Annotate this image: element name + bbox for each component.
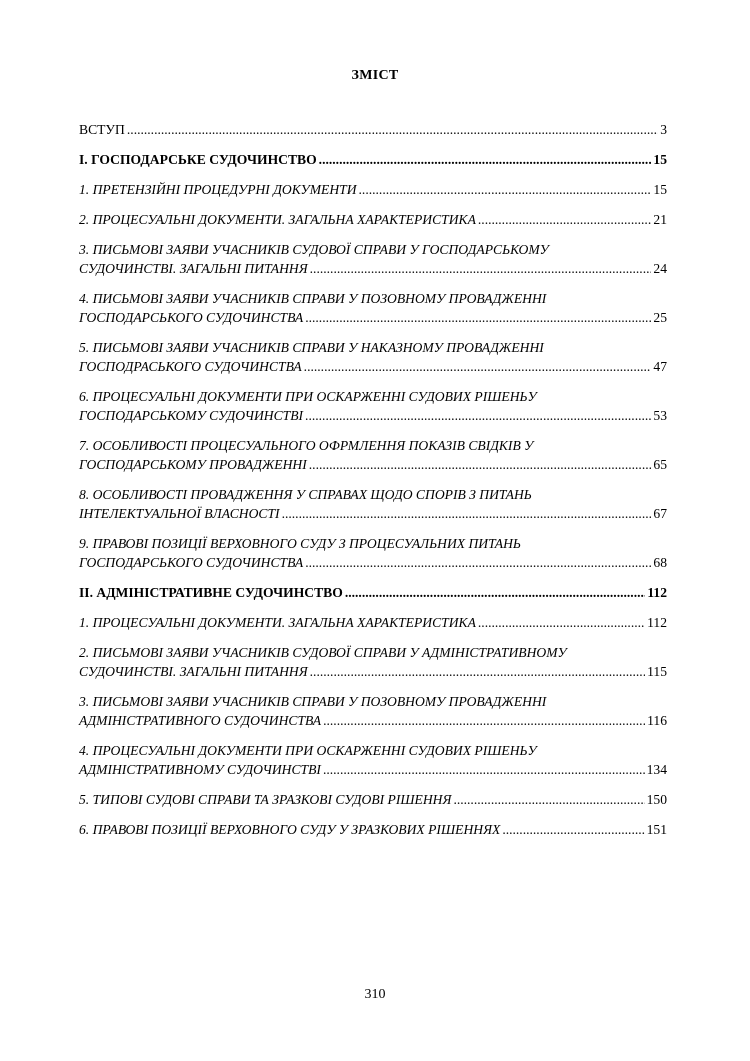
toc-entry-title-line: СУДОЧИНСТВІ. ЗАГАЛЬНІ ПИТАННЯ	[79, 261, 308, 276]
toc-entry-row	[79, 662, 667, 681]
dot-leader	[127, 120, 658, 139]
toc-entry-page: 68	[653, 555, 667, 570]
toc-entry-title-line: 6. ПРОЦЕСУАЛЬНІ ДОКУМЕНТИ ПРИ ОСКАРЖЕННІ СУДОВИХ РІШЕНЬУ	[79, 389, 537, 404]
dot-leader	[282, 504, 652, 523]
toc-entry-title-line: 9. ПРАВОВІ ПОЗИЦІЇ ВЕРХОВНОГО СУДУ З ПРОЦЕСУАЛЬНИХ ПИТАНЬ	[79, 536, 521, 551]
toc-entry-title-line: ВСТУП	[79, 122, 125, 137]
toc-entry-page: 151	[646, 822, 667, 837]
dot-leader	[345, 583, 646, 602]
toc-entry-page: 53	[653, 408, 667, 423]
toc-entry	[79, 150, 667, 169]
toc-entry-row	[79, 150, 667, 169]
dot-leader	[310, 259, 652, 278]
toc-entry	[79, 120, 667, 139]
dot-leader	[305, 308, 651, 327]
dot-leader	[502, 820, 644, 839]
toc-entry	[79, 387, 667, 425]
toc-entry-row	[79, 357, 667, 376]
toc-entry-page: 65	[653, 457, 667, 472]
toc-entry	[79, 289, 667, 327]
dot-leader	[453, 790, 644, 809]
toc-entry	[79, 436, 667, 474]
toc-entry-row	[79, 711, 667, 730]
toc-entry-title-line: 8. ОСОБЛИВОСТІ ПРОВАДЖЕННЯ У СПРАВАХ ЩОДО СПОРІВ З ПИТАНЬ	[79, 487, 532, 502]
dot-leader	[319, 150, 652, 169]
toc-entry	[79, 180, 667, 199]
dot-leader	[305, 406, 651, 425]
toc-entry	[79, 534, 667, 572]
toc-entry-title-line: 7. ОСОБЛИВОСТІ ПРОЦЕСУАЛЬНОГО ОФРМЛЕННЯ ПОКАЗІВ СВІДКІВ У	[79, 438, 534, 453]
toc-entry-title-line: ГОСПОДАРСЬКОГО СУДОЧИНСТВА	[79, 555, 304, 570]
toc-entry-title-line: 3. ПИСЬМОВІ ЗАЯВИ УЧАСНИКІВ СУДОВОЇ СПРАВИ У ГОСПОДАРСЬКОМУ	[79, 242, 549, 257]
toc-entry-page: 21	[653, 212, 667, 227]
toc-entry-title-line: 1. ПРЕТЕНЗІЙНІ ПРОЦЕДУРНІ ДОКУМЕНТИ	[79, 182, 357, 197]
toc-entry-title-line: АДМІНІСТРАТИВНОГО СУДОЧИНСТВА	[79, 713, 322, 728]
toc-entry-row	[79, 820, 667, 839]
toc-entry-row	[79, 504, 667, 523]
page-number: 310	[364, 987, 386, 1002]
toc-entry-row	[79, 455, 667, 474]
toc-entry-page: 112	[647, 585, 667, 600]
toc-entry-row	[79, 259, 667, 278]
toc-entry-row	[79, 760, 667, 779]
toc-entry-page: 116	[647, 713, 667, 728]
toc-entry-title-line: 2. ПИСЬМОВІ ЗАЯВИ УЧАСНИКІВ СУДОВОЇ СПРАВИ У АДМІНІСТРАТИВНОМУ	[79, 645, 567, 660]
toc-entry-page: 24	[653, 261, 667, 276]
toc-entry-title-line: 4. ПИСЬМОВІ ЗАЯВИ УЧАСНИКІВ СПРАВИ У ПОЗОВНОМУ ПРОВАДЖЕННІ	[79, 291, 547, 306]
toc-entry-page: 112	[647, 615, 667, 630]
toc-entry-row	[79, 553, 667, 572]
toc-entry-title-line: 2. ПРОЦЕСУАЛЬНІ ДОКУМЕНТИ. ЗАГАЛЬНА ХАРАКТЕРИСТИКА	[79, 212, 476, 227]
dot-leader	[323, 711, 645, 730]
toc-entry-row	[79, 613, 667, 632]
toc-entry-page: 15	[653, 182, 667, 197]
toc-entry-page: 15	[653, 152, 667, 167]
dot-leader	[478, 210, 652, 229]
toc-entry-page: 115	[647, 664, 667, 679]
toc-entry-title-line: 5. ТИПОВІ СУДОВІ СПРАВИ ТА ЗРАЗКОВІ СУДОВІ РІШЕННЯ	[79, 792, 452, 807]
toc-entry-row	[79, 790, 667, 809]
page-title: ЗМІСТ	[351, 68, 399, 83]
dot-leader	[304, 357, 652, 376]
toc-entry	[79, 485, 667, 523]
toc-entry-row	[79, 583, 667, 602]
toc-entry-page: 150	[646, 792, 667, 807]
toc-entry-page: 3	[660, 122, 667, 137]
toc-entry-title-line: ІІ. АДМІНІСТРАТИВНЕ СУДОЧИНСТВО	[79, 585, 343, 600]
toc-entry-title-line: 4. ПРОЦЕСУАЛЬНІ ДОКУМЕНТИ ПРИ ОСКАРЖЕННІ СУДОВИХ РІШЕНЬУ	[79, 743, 537, 758]
toc-entry	[79, 338, 667, 376]
toc-entry	[79, 692, 667, 730]
toc-entry	[79, 820, 667, 839]
toc-entry-title-line: 3. ПИСЬМОВІ ЗАЯВИ УЧАСНИКІВ СПРАВИ У ПОЗОВНОМУ ПРОВАДЖЕННІ	[79, 694, 547, 709]
dot-leader	[478, 613, 645, 632]
toc-entry	[79, 790, 667, 809]
toc-entry-row	[79, 210, 667, 229]
dot-leader	[305, 553, 651, 572]
dot-leader	[359, 180, 652, 199]
toc-entry-page: 134	[646, 762, 667, 777]
toc-entry-title-line: ІНТЕЛЕКТУАЛЬНОЇ ВЛАСНОСТІ	[79, 506, 280, 521]
dot-leader	[310, 662, 645, 681]
toc-entry-page: 25	[653, 310, 667, 325]
toc-entry-page: 67	[653, 506, 667, 521]
toc-entry-title-line: ГОСПОДРАСЬКОГО СУДОЧИНСТВА	[79, 359, 302, 374]
dot-leader	[309, 455, 652, 474]
toc-entry-title-line: 5. ПИСЬМОВІ ЗАЯВИ УЧАСНИКІВ СПРАВИ У НАКАЗНОМУ ПРОВАДЖЕННІ	[79, 340, 544, 355]
toc-entry-row	[79, 120, 667, 139]
toc-entry	[79, 240, 667, 278]
toc-entry-page: 47	[653, 359, 667, 374]
toc-entry-title-line: І. ГОСПОДАРСЬКЕ СУДОЧИНСТВО	[79, 152, 317, 167]
table-of-contents	[79, 120, 667, 850]
toc-entry	[79, 643, 667, 681]
toc-entry-title-line: 1. ПРОЦЕСУАЛЬНІ ДОКУМЕНТИ. ЗАГАЛЬНА ХАРАКТЕРИСТИКА	[79, 615, 476, 630]
toc-entry-title-line: ГОСПОДАРСЬКОМУ ПРОВАДЖЕННІ	[79, 457, 307, 472]
toc-entry-title-line: АДМІНІСТРАТИВНОМУ СУДОЧИНСТВІ	[79, 762, 321, 777]
toc-entry	[79, 583, 667, 602]
toc-entry-row	[79, 308, 667, 327]
toc-entry-title-line: ГОСПОДАРСЬКОГО СУДОЧИНСТВА	[79, 310, 304, 325]
toc-entry-title-line: СУДОЧИНСТВІ. ЗАГАЛЬНІ ПИТАННЯ	[79, 664, 308, 679]
toc-entry-title-line: ГОСПОДАРСЬКОМУ СУДОЧИНСТВІ	[79, 408, 304, 423]
toc-entry-row	[79, 180, 667, 199]
dot-leader	[323, 760, 645, 779]
toc-entry-title-line: 6. ПРАВОВІ ПОЗИЦІЇ ВЕРХОВНОГО СУДУ У ЗРАЗКОВИХ РІШЕННЯХ	[79, 822, 501, 837]
toc-entry	[79, 741, 667, 779]
toc-entry	[79, 210, 667, 229]
toc-entry-row	[79, 406, 667, 425]
toc-entry	[79, 613, 667, 632]
